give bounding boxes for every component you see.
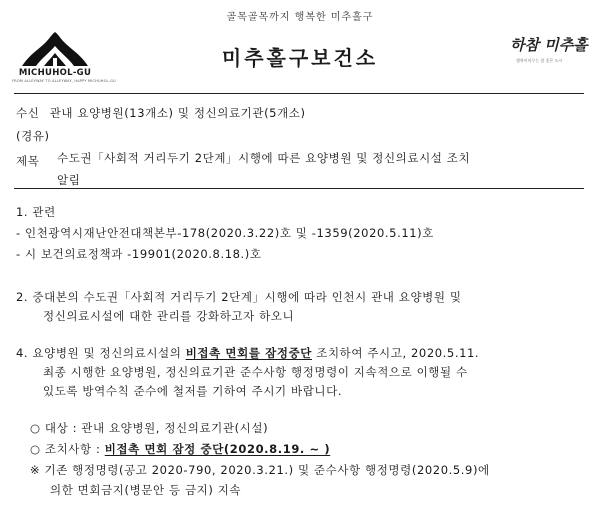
subject-line-1: 수도권「사회적 거리두기 2단계」시행에 따른 요양병원 및 정신의료시설 조치: [57, 151, 471, 165]
section-1-heading: 1. 관련: [16, 205, 56, 219]
section-2-line-1: 2. 중대본의 수도권「사회적 거리두기 2단계」시행에 따라 인천시 관내 요양병원 및: [16, 290, 462, 304]
action-bullet-label: ○ 조치사항 :: [30, 442, 105, 456]
brand-script: 하참 미추홀: [510, 36, 588, 54]
logo-subcaption: FROM ALLEYWAY TO ALLEYWAY, HAPPY MICHUHOL-GU: [12, 79, 116, 83]
section-4-line-2: 최종 시행한 요양병원, 정신의료기관 준수사항 행정명령이 지속적으로 이행될 수: [43, 365, 468, 379]
action-bullet: [30, 441, 330, 457]
section-1-item-2: - 시 보건의료정책과 -19901(2020.8.18.)호: [16, 247, 262, 261]
logo-caption: MICHUHOL-GU: [18, 68, 92, 78]
subject-label: 제목: [16, 154, 40, 168]
section-4-line-3: 있도록 방역수칙 준수에 철저를 기하여 주시기 바랍니다.: [43, 384, 343, 398]
page-title: 미추홀구보건소: [221, 46, 379, 70]
note-line-1: ※ 기존 행정명령(공고 2020-790, 2020.3.21.) 및 준수사항 행정명령(2020.5.9)에: [30, 463, 490, 477]
header-divider: [14, 93, 584, 94]
action-bullet-emphasis: 비접촉 면회 잠정 중단(2020.8.19. ~ ): [104, 442, 331, 456]
section-4-text-pre: 4. 요양병원 및 정신의료시설의: [16, 346, 186, 360]
section-4-line-1: [16, 345, 479, 361]
target-bullet: ○ 대상 : 관내 요양병원, 정신의료기관(시설): [30, 421, 269, 435]
slogan: 골목골목까지 행복한 미추홀구: [226, 12, 374, 23]
recipient-label: 수신: [16, 106, 40, 120]
brand-subcaption: 행복이머무는 참 좋은 도시: [516, 58, 563, 63]
section-4-text-post: 조치하여 주시고, 2020.5.11.: [312, 346, 480, 360]
note-line-2: 의한 면회금지(병문안 등 금지) 지속: [50, 483, 242, 497]
recipient-value: 관내 요양병원(13개소) 및 정신의료기관(5개소): [49, 106, 306, 120]
recipient-row: [16, 105, 306, 121]
brand-slogan-logo: [508, 30, 588, 78]
subject-line-2: 알림: [57, 173, 81, 187]
section-2-line-2: 정신의료시설에 대한 관리를 강화하고자 하오니: [43, 309, 295, 323]
section-4-emphasis: 비접촉 면회를 잠정중단: [185, 346, 312, 360]
via-row: (경유): [16, 129, 50, 143]
section-1-item-1: - 인천광역시재난안전대책본부-178(2020.3.22)호 및 -1359(2020.5.11)호: [16, 226, 434, 240]
subject-divider: [14, 188, 584, 189]
